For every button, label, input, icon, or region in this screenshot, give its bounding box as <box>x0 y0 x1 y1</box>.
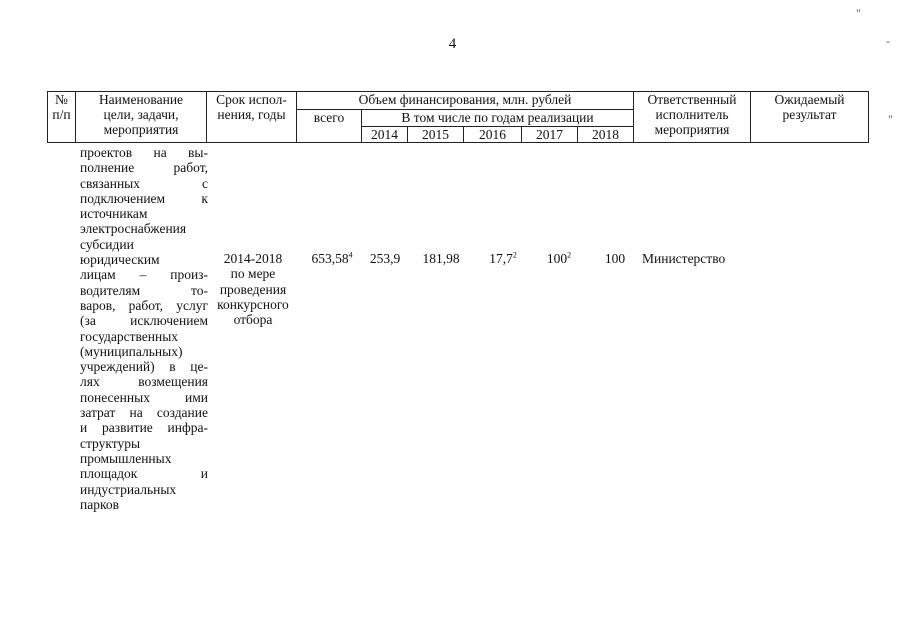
desc-line: структуры <box>80 435 141 451</box>
row-2018: 100 <box>604 251 626 266</box>
header-name: Наименование цели, задачи, мероприятия <box>76 92 207 143</box>
desc-line: парков <box>80 496 119 512</box>
desc-line: электроснабжения <box>80 221 187 237</box>
desc-line: государственных <box>80 328 179 344</box>
scan-mark: " <box>888 112 893 126</box>
header-responsible: Ответственный исполнитель мероприятия <box>634 92 751 143</box>
desc-line: площадок и <box>80 466 208 482</box>
desc-line: связанных с <box>80 175 208 191</box>
desc-line: водителям то- <box>80 282 208 298</box>
desc-line: промышленных <box>80 450 172 466</box>
row-2014: 253,9 <box>369 251 401 266</box>
row-description <box>80 145 208 512</box>
desc-line: лицам – произ- <box>80 267 208 283</box>
row-2016: 17,7$^2$ <box>489 250 517 266</box>
header-year-2018: 2018 <box>578 127 634 143</box>
desc-line: источникам <box>80 206 148 222</box>
desc-line: (муниципальных) <box>80 343 183 359</box>
header-year-2014: 2014 <box>362 127 408 143</box>
row-total: 653,58$^4$ <box>311 250 353 266</box>
desc-line: учреждений) в це- <box>80 359 208 375</box>
header-table <box>47 91 869 143</box>
header-year-2016: 2016 <box>464 127 522 143</box>
header-by-year: В том числе по годам реализации <box>362 110 634 127</box>
row-responsible: Министерство <box>642 251 726 266</box>
desc-line: подключением к <box>80 190 208 206</box>
row-deadline: 2014-2018 по мере проведения конкурсного отбора <box>217 251 289 328</box>
header-deadline: Срок испол- нения, годы <box>207 92 297 143</box>
desc-line: понесенных ими <box>80 389 208 405</box>
header-num: № п/п <box>48 92 76 143</box>
desc-line: затрат на создание <box>80 405 208 421</box>
desc-line: и развитие инфра- <box>80 420 208 436</box>
header-result: Ожидаемый результат <box>751 92 869 143</box>
header-year-2015: 2015 <box>408 127 464 143</box>
desc-line: (за исключением <box>80 313 208 329</box>
desc-line: индустриальных <box>80 481 177 497</box>
header-financing: Объем финансирования, млн. рублей <box>297 92 634 110</box>
header-year-2017: 2017 <box>522 127 578 143</box>
desc-line: юридическим <box>80 252 160 268</box>
desc-line: лях возмещения <box>80 374 208 390</box>
page-number: 4 <box>448 36 457 52</box>
desc-line: варов, работ, услуг <box>80 297 208 313</box>
desc-line: субсидии <box>80 236 134 252</box>
row-2017: $100^2$ <box>546 250 572 266</box>
desc-line: проектов на вы- <box>80 145 208 160</box>
row-2015: 181,98 <box>422 251 460 266</box>
scan-mark: - <box>886 34 890 48</box>
desc-line: полнение работ, <box>80 160 208 176</box>
scan-mark: " <box>856 6 861 20</box>
header-total: всего <box>297 110 362 143</box>
